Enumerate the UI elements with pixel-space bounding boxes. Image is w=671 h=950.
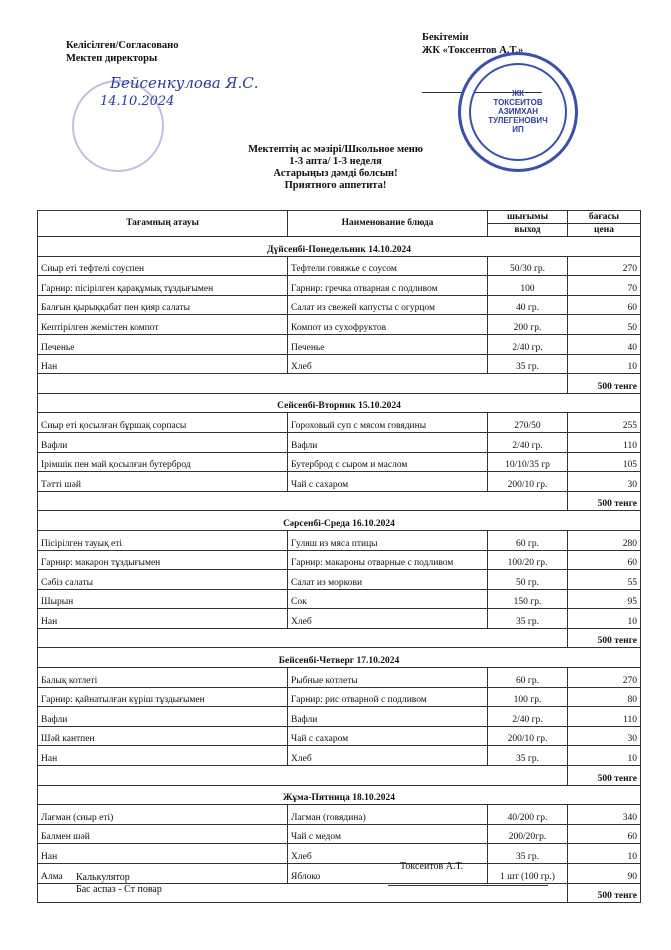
dish-name-kz: Гарнир: макарон тұздығымен [38, 550, 288, 570]
dish-output: 50 гр. [488, 570, 568, 590]
dish-output: 270/50 [488, 413, 568, 433]
total-row [38, 766, 641, 786]
day-total: 500 тенге [568, 374, 641, 394]
dish-name-ru: Бутерброд с сыром и маслом [288, 452, 488, 472]
dish-output: 40 гр. [488, 295, 568, 315]
dish-price: 60 [568, 550, 641, 570]
dish-price: 90 [568, 864, 641, 884]
table-row [38, 726, 641, 746]
dish-output: 2/40 гр. [488, 432, 568, 452]
dish-name-kz: Алма [38, 864, 288, 884]
dish-name-kz: Балық котлеті [38, 668, 288, 688]
dish-name-kz: Балмен шәй [38, 824, 288, 844]
dish-price: 30 [568, 472, 641, 492]
table-row [38, 295, 641, 315]
table-row [38, 354, 641, 374]
dish-name-ru: Хлеб [288, 354, 488, 374]
table-row [38, 687, 641, 707]
dish-output: 40/200 гр. [488, 805, 568, 825]
dish-name-ru: Салат из моркови [288, 570, 488, 590]
day-header-row [38, 785, 641, 805]
table-row [38, 844, 641, 864]
dish-name-kz: Вафли [38, 432, 288, 452]
stamp-line: АЗИМХАН [497, 107, 539, 116]
chef-label: Бас аспаз - Ст повар [76, 884, 162, 895]
dish-name-ru: Сок [288, 589, 488, 609]
total-spacer [38, 628, 568, 648]
menu-table [37, 210, 641, 903]
dish-name-kz: Сиыр еті тефтелі соуспен [38, 256, 288, 276]
dish-name-kz: Нан [38, 354, 288, 374]
day-label: Сәрсенбі-Среда 16.10.2024 [38, 511, 641, 531]
day-label: Дүйсенбі-Понедельник 14.10.2024 [38, 237, 641, 257]
dish-name-kz: Лағман (сиыр еті) [38, 805, 288, 825]
day-total: 500 тенге [568, 628, 641, 648]
total-row [38, 491, 641, 511]
dish-name-kz: Гарнир: қайнатылған күріш тұздығымен [38, 687, 288, 707]
dish-name-ru: Хлеб [288, 844, 488, 864]
menu-week: 1-3 апта/ 1-3 неделя [289, 156, 382, 167]
dish-name-ru: Вафли [288, 707, 488, 727]
day-header-row [38, 511, 641, 531]
table-row [38, 707, 641, 727]
day-header-row [38, 393, 641, 413]
dish-price: 280 [568, 530, 641, 550]
dish-output: 10/10/35 гр [488, 452, 568, 472]
dish-name-ru: Гуляш из мяса птицы [288, 530, 488, 550]
table-row [38, 668, 641, 688]
stamp-line: ЖК [511, 89, 525, 98]
dish-name-kz: Гарнир: пісірілген қарақұмық тұздығымен [38, 276, 288, 296]
dish-name-kz: Нан [38, 609, 288, 629]
day-total: 500 тенге [568, 491, 641, 511]
dish-output: 200/10 гр. [488, 726, 568, 746]
table-row [38, 824, 641, 844]
table-row [38, 432, 641, 452]
day-label: Бейсенбі-Четверг 17.10.2024 [38, 648, 641, 668]
dish-name-ru: Вафли [288, 432, 488, 452]
dish-price: 10 [568, 609, 641, 629]
dish-name-ru: Чай с сахаром [288, 472, 488, 492]
dish-output: 2/40 гр. [488, 334, 568, 354]
column-header-price-ru: цена [568, 224, 641, 237]
dish-name-kz: Тәтті шәй [38, 472, 288, 492]
chef-signature-line [388, 885, 548, 886]
dish-price: 10 [568, 354, 641, 374]
dish-name-kz: Сиыр еті қосылған бұршақ сорпасы [38, 413, 288, 433]
stamp-line: ИП [512, 125, 524, 134]
table-row [38, 256, 641, 276]
dish-price: 95 [568, 589, 641, 609]
total-spacer [38, 374, 568, 394]
stamp-line: ТОКСЕИТОВ [493, 98, 543, 107]
greeting-ru: Приятного аппетита! [284, 180, 387, 191]
table-row [38, 452, 641, 472]
dish-output: 60 гр. [488, 530, 568, 550]
dish-output: 200/20гр. [488, 824, 568, 844]
table-row [38, 589, 641, 609]
dish-name-ru: Хлеб [288, 746, 488, 766]
calculator-label: Калькулятор [76, 872, 130, 883]
dish-name-ru: Тефтели говяжье с соусом [288, 256, 488, 276]
dish-name-kz: Сәбіз салаты [38, 570, 288, 590]
dish-name-kz: Кептірілген жемістен компот [38, 315, 288, 335]
table-row [38, 315, 641, 335]
total-spacer [38, 766, 568, 786]
dish-name-ru: Гарнир: рис отварной с подливом [288, 687, 488, 707]
dish-name-ru: Чай с медом [288, 824, 488, 844]
column-header-output-ru: выход [488, 224, 568, 237]
dish-output: 50/30 гр. [488, 256, 568, 276]
dish-name-kz: Балғын қырыққабат пен қияр салаты [38, 295, 288, 315]
day-header-row [38, 237, 641, 257]
dish-price: 50 [568, 315, 641, 335]
dish-name-kz: Ірімшік пен май қосылған бутерброд [38, 452, 288, 472]
dish-name-kz: Вафли [38, 707, 288, 727]
dish-output: 35 гр. [488, 844, 568, 864]
greeting-kz: Астарыңыз дәмді болсын! [273, 168, 398, 179]
total-row [38, 374, 641, 394]
day-total: 500 тенге [568, 883, 641, 903]
column-header-price-kz: бағасы [568, 211, 641, 224]
total-row [38, 628, 641, 648]
dish-name-ru: Яблоко [288, 864, 488, 884]
approval-date: 14.10.2024 [100, 94, 175, 109]
day-label: Жұма-Пятница 18.10.2024 [38, 785, 641, 805]
dish-output: 100 [488, 276, 568, 296]
dish-name-kz: Шырын [38, 589, 288, 609]
menu-title: Мектептің ас мәзірі/Школьное меню [248, 144, 423, 155]
director-label: Мектеп директоры [66, 53, 158, 64]
dish-price: 270 [568, 256, 641, 276]
dish-price: 40 [568, 334, 641, 354]
dish-name-ru: Чай с сахаром [288, 726, 488, 746]
column-header-ru: Наименование блюда [288, 211, 488, 237]
dish-price: 60 [568, 824, 641, 844]
dish-name-ru: Гарнир: гречка отварная с подливом [288, 276, 488, 296]
dish-output: 35 гр. [488, 609, 568, 629]
dish-price: 10 [568, 844, 641, 864]
day-header-row [38, 648, 641, 668]
dish-name-kz: Шәй кантпен [38, 726, 288, 746]
approve-label: Бекітемін [422, 32, 469, 43]
dish-name-kz: Пісірілген тауық еті [38, 530, 288, 550]
table-row [38, 609, 641, 629]
column-header-kz: Тағамның атауы [38, 211, 288, 237]
dish-output: 150 гр. [488, 589, 568, 609]
dish-output: 35 гр. [488, 354, 568, 374]
dish-name-ru: Гороховый суп с мясом говядины [288, 413, 488, 433]
dish-name-kz: Нан [38, 746, 288, 766]
dish-output: 200/10 гр. [488, 472, 568, 492]
dish-price: 55 [568, 570, 641, 590]
dish-name-ru: Салат из свежей капусты с огурцом [288, 295, 488, 315]
table-row [38, 530, 641, 550]
dish-output: 100/20 гр. [488, 550, 568, 570]
dish-name-kz: Нан [38, 844, 288, 864]
dish-name-ru: Гарнир: макароны отварные с подливом [288, 550, 488, 570]
dish-name-kz: Печенье [38, 334, 288, 354]
menu-body [38, 237, 641, 903]
dish-price: 60 [568, 295, 641, 315]
director-signature: Бейсенкулова Я.С. [110, 74, 259, 92]
table-row [38, 276, 641, 296]
dish-name-ru: Хлеб [288, 609, 488, 629]
dish-output: 35 гр. [488, 746, 568, 766]
dish-price: 80 [568, 687, 641, 707]
table-row [38, 550, 641, 570]
dish-price: 30 [568, 726, 641, 746]
dish-output: 1 шт (100 гр.) [488, 864, 568, 884]
day-total: 500 тенге [568, 766, 641, 786]
dish-output: 60 гр. [488, 668, 568, 688]
table-row [38, 334, 641, 354]
dish-price: 255 [568, 413, 641, 433]
total-spacer [38, 491, 568, 511]
dish-price: 110 [568, 707, 641, 727]
dish-price: 70 [568, 276, 641, 296]
column-header-output-kz: шығымы [488, 211, 568, 224]
dish-name-ru: Печенье [288, 334, 488, 354]
dish-output: 100 гр. [488, 687, 568, 707]
day-label: Сейсенбі-Вторник 15.10.2024 [38, 393, 641, 413]
dish-name-ru: Лагман (говядина) [288, 805, 488, 825]
chef-name: Токсеитов А.Т. [400, 861, 464, 872]
stamp-line: ТУЛЕГЕНОВИЧ [488, 116, 548, 125]
table-row [38, 805, 641, 825]
dish-name-ru: Рыбные котлеты [288, 668, 488, 688]
table-row [38, 413, 641, 433]
dish-output: 200 гр. [488, 315, 568, 335]
table-row [38, 570, 641, 590]
table-row [38, 472, 641, 492]
entrepreneur-label: ЖК «Токсентов А.Т.» [422, 45, 524, 56]
dish-price: 105 [568, 452, 641, 472]
dish-name-ru: Компот из сухофруктов [288, 315, 488, 335]
approval-label: Келісілген/Согласовано [66, 40, 179, 51]
dish-price: 110 [568, 432, 641, 452]
table-row [38, 746, 641, 766]
dish-price: 270 [568, 668, 641, 688]
dish-price: 340 [568, 805, 641, 825]
dish-output: 2/40 гр. [488, 707, 568, 727]
dish-price: 10 [568, 746, 641, 766]
